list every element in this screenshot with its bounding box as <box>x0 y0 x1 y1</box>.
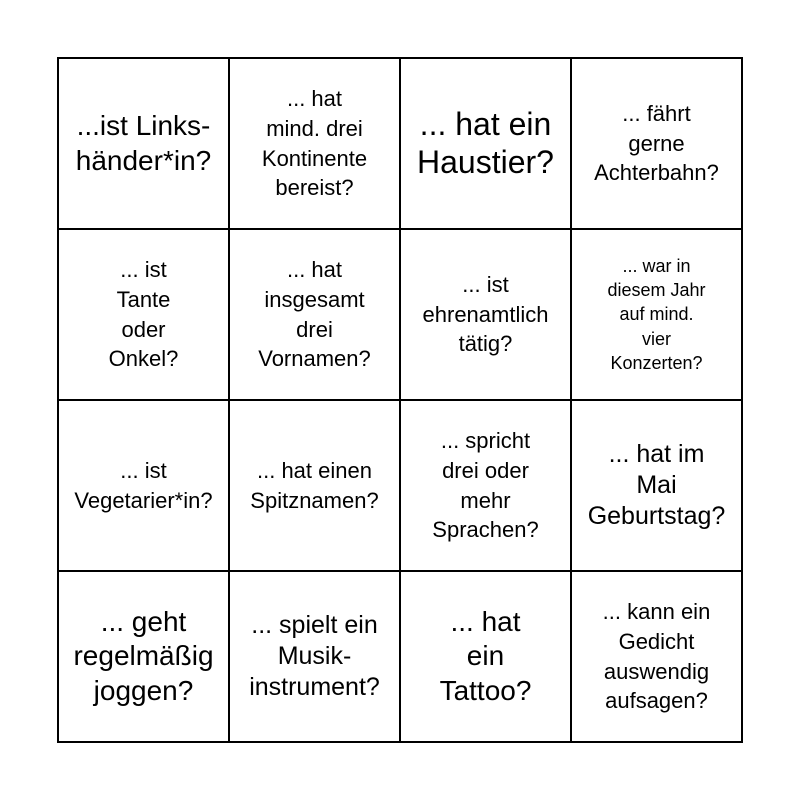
bingo-cell-8[interactable] <box>572 230 743 401</box>
bingo-cell-text: ... kann ein Gedicht auswendig aufsagen? <box>602 599 711 714</box>
bingo-cell-text: ...ist Links- händer*in? <box>75 110 212 176</box>
bingo-cell-4[interactable] <box>572 59 743 230</box>
bingo-cell-text: ... hat insgesamt drei Vornamen? <box>258 257 371 372</box>
bingo-cell-text: ... spricht drei oder mehr Sprachen? <box>432 428 539 543</box>
bingo-cell-3[interactable] <box>401 59 572 230</box>
bingo-cell-text: ... hat einen Spitznamen? <box>250 457 379 513</box>
bingo-cell-text: ... ist ehrenamtlich tätig? <box>422 271 549 357</box>
bingo-cell-text: ... war in diesem Jahr auf mind. vier Konzerten? <box>607 255 706 373</box>
bingo-cell-text: ... hat im Mai Geburtstag? <box>587 439 726 531</box>
bingo-cell-5[interactable] <box>59 230 230 401</box>
bingo-cell-12[interactable] <box>572 401 743 572</box>
bingo-cell-1[interactable] <box>59 59 230 230</box>
bingo-grid <box>57 57 743 743</box>
bingo-cell-text: ... spielt ein Musik- instrument? <box>249 610 380 702</box>
bingo-cell-text: ... geht regelmäßig joggen? <box>73 606 214 706</box>
bingo-cell-13[interactable] <box>59 572 230 743</box>
bingo-cell-text: ... ist Tante oder Onkel? <box>108 257 179 372</box>
bingo-cell-text: ... hat mind. drei Kontinente bereist? <box>261 86 368 201</box>
bingo-cell-16[interactable] <box>572 572 743 743</box>
bingo-cell-10[interactable] <box>230 401 401 572</box>
bingo-cell-text: ... fährt gerne Achterbahn? <box>594 100 719 186</box>
bingo-cell-text: ... ist Vegetarier*in? <box>74 457 213 513</box>
bingo-cell-2[interactable] <box>230 59 401 230</box>
bingo-cell-7[interactable] <box>401 230 572 401</box>
bingo-cell-9[interactable] <box>59 401 230 572</box>
bingo-cell-6[interactable] <box>230 230 401 401</box>
bingo-cell-text: ... hat ein Haustier? <box>417 105 554 180</box>
bingo-cell-14[interactable] <box>230 572 401 743</box>
bingo-cell-text: ... hat ein Tattoo? <box>439 606 532 706</box>
bingo-cell-11[interactable] <box>401 401 572 572</box>
bingo-cell-15[interactable] <box>401 572 572 743</box>
